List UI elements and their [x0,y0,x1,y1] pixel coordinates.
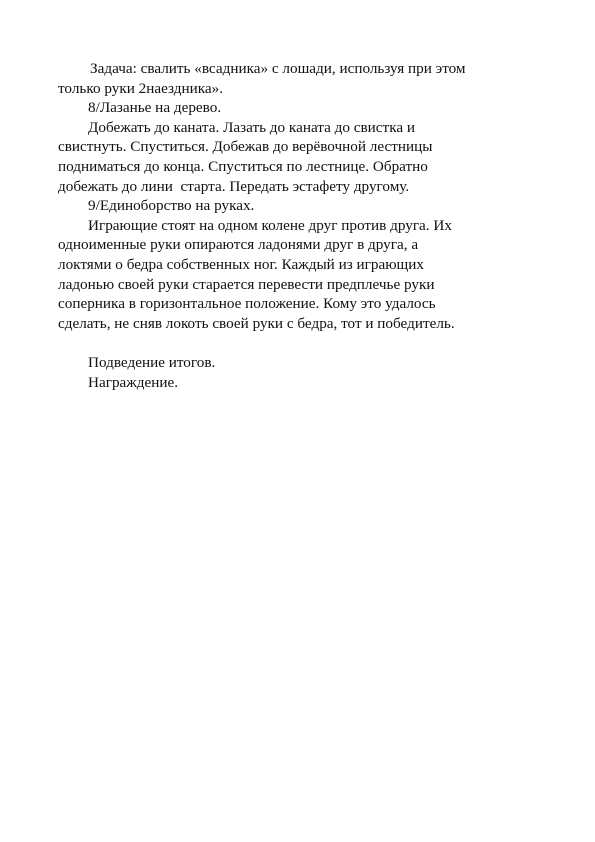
item-9-heading: 9/Единоборство на руках. [88,197,255,215]
item-8-line-2: свистнуть. Спуститься. Добежав до верёвочной лестницы [58,138,433,156]
item-9-line-1: Играющие стоят на одном колене друг против друга. Их [88,216,452,234]
item-9-line-2: одноименные руки опираются ладонями друг в друга, а [58,236,419,254]
document-body [58,59,538,392]
award-line: Награждение. [88,373,179,391]
task-line-1: Задача: свалить «всадника» с лошади, используя при этом [90,60,466,77]
item-8-line-3: подниматься до конца. Спуститься по лестнице. Обратно [58,157,428,175]
item-9-line-6: сделать, не сняв локоть своей руки с бедра, тот и победитель. [58,314,455,332]
item-8-line-1: Добежать до каната. Лазать до каната до свистка и [88,118,416,136]
item-8-heading: 8/Лазанье на дерево. [88,99,222,117]
item-9-line-5: соперника в горизонтальное положение. Кому это удалось [58,295,436,313]
blank-line [58,333,538,353]
item-9-line-4: ладонью своей руки старается перевести предплечье руки [58,275,435,293]
task-line-2: только руки 2наездника». [58,79,223,97]
summary-line: Подведение итогов. [88,353,216,371]
item-8-line-4: добежать до лини старта. Передать эстафету другому. [58,177,410,195]
item-9-line-3: локтями о бедра собственных ног. Каждый из играющих [58,255,424,273]
